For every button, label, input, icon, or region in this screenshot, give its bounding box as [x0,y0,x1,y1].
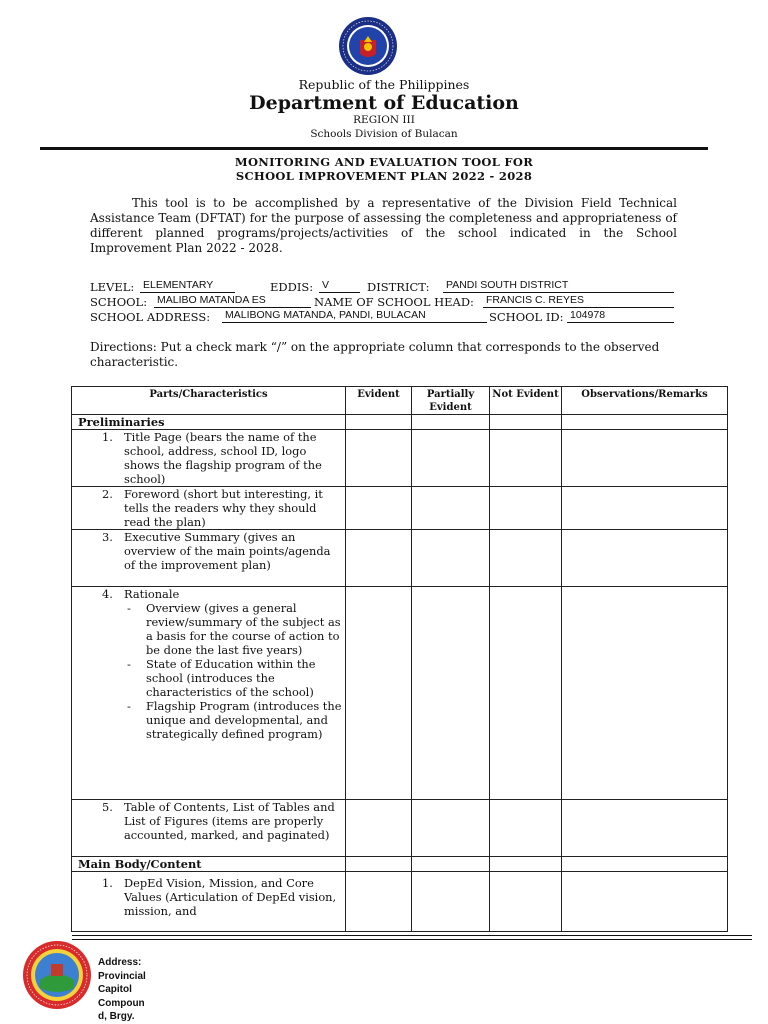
item-text: Table of Contents, List of Tables and List of Figures (items are properly accounted, marked, and paginated) [124,800,335,842]
level-value: ELEMENTARY [140,279,235,293]
address-line: Capitol [98,984,132,995]
division-line: Schools Division of Bulacan [310,128,458,140]
check-cell-partial[interactable] [412,872,490,932]
deped-seal-logo [338,16,398,76]
check-cell-not-evident[interactable] [490,415,562,430]
sub-item: - Overview (gives a general review/summary of the subject as a basis for the course of action to be done the last five years) [127,601,341,657]
school-id-value: 104978 [567,309,674,323]
check-cell-evident[interactable] [346,430,412,487]
region-line: REGION III [353,114,415,126]
section-title: Main Body/Content [72,857,346,872]
district-label: DISTRICT: [367,280,430,294]
address-line: d, Brgy. [98,1011,135,1022]
school-id-label: SCHOOL ID: [489,310,564,324]
check-cell-partial[interactable] [412,530,490,587]
item-text: DepEd Vision, Mission, and Core Values (Articulation of DepEd vision, mission, and [124,876,337,918]
sub-list [124,601,345,741]
check-cell-partial[interactable] [412,487,490,530]
republic-line: Republic of the Philippines [298,77,470,92]
school-head-label: NAME OF SCHOOL HEAD: [314,295,474,309]
directions-text: Directions: Put a check mark “/” on the appropriate column that corresponds to the observed characteristic. [90,340,660,369]
level-label: LEVEL: [90,280,135,294]
intro-paragraph: This tool is to be accomplished by a representative of the Division Field Technical Assistance Team (DFTAT) for the purpose of assessing the completeness and appropriateness of different planned programs/projects/activities of the school indicated in the School Improvement Plan 2022 - 2028. [90,196,677,255]
department-name: Department of Education [249,92,519,114]
school-value: MALIBO MATANDA ES [154,294,311,308]
table-row [72,530,728,587]
section-title: Preliminaries [72,415,346,430]
address-line: Compoun [98,997,145,1009]
eddis-label: EDDIS: [270,280,314,294]
evaluation-table [71,386,728,932]
check-cell-partial[interactable] [412,587,490,800]
remarks-cell[interactable] [562,857,728,872]
check-cell-evident[interactable] [346,587,412,800]
remarks-cell[interactable] [562,530,728,587]
check-cell-not-evident[interactable] [490,487,562,530]
item-number: 1. [102,430,113,444]
sub-item: - Flagship Program (introduces the unique and developmental, and strategically defined program) [127,699,342,741]
table-header-row [72,387,728,415]
item-number: 5. [102,800,113,814]
check-cell-evident[interactable] [346,415,412,430]
remarks-cell[interactable] [562,800,728,857]
division-seal-logo [22,940,92,1010]
eddis-value: V [319,279,360,293]
check-cell-not-evident[interactable] [490,587,562,800]
footer-address [98,956,158,1024]
table-row [72,800,728,857]
school-head-value: FRANCIS C. REYES [483,294,674,308]
check-cell-partial[interactable] [412,415,490,430]
address-label: Address: [98,957,142,968]
header-remarks: Observations/Remarks [562,387,728,415]
check-cell-evident[interactable] [346,530,412,587]
table-row [72,587,728,800]
check-cell-partial[interactable] [412,800,490,857]
item-text: Title Page (bears the name of the school, address, school ID, logo shows the flagship program of the school) [124,430,322,486]
item-number: 2. [102,487,113,501]
item-text: Foreword (short but interesting, it tells the readers why they should read the plan) [124,487,323,529]
item-text: Executive Summary (gives an overview of the main points/agenda of the improvement plan) [124,530,331,572]
check-cell-evident[interactable] [346,857,412,872]
remarks-cell[interactable] [562,415,728,430]
address-line: Provincial [98,970,146,982]
check-cell-evident[interactable] [346,872,412,932]
section-row [72,415,728,430]
table-row [72,872,728,932]
school-address-value: MALIBONG MATANDA, PANDI, BULACAN [222,309,487,323]
check-cell-not-evident[interactable] [490,800,562,857]
check-cell-partial[interactable] [412,430,490,487]
remarks-cell[interactable] [562,487,728,530]
check-cell-not-evident[interactable] [490,857,562,872]
item-text: Rationale [124,587,180,601]
school-label: SCHOOL: [90,295,148,309]
check-cell-partial[interactable] [412,857,490,872]
check-cell-not-evident[interactable] [490,430,562,487]
sub-item: - State of Education within the school (introduces the characteristics of the school) [127,657,316,699]
item-number: 4. [102,587,113,601]
header-evident: Evident [346,387,412,415]
check-cell-evident[interactable] [346,800,412,857]
header-divider [40,147,708,150]
remarks-cell[interactable] [562,872,728,932]
item-number: 3. [102,530,113,544]
section-row [72,857,728,872]
doc-title-line1: MONITORING AND EVALUATION TOOL FOR [234,155,534,169]
footer-divider [72,935,752,936]
remarks-cell[interactable] [562,587,728,800]
school-address-label: SCHOOL ADDRESS: [90,310,211,324]
footer-divider [72,939,752,940]
district-value: PANDI SOUTH DISTRICT [443,279,674,293]
doc-title-line2: SCHOOL IMPROVEMENT PLAN 2022 - 2028 [235,169,533,183]
item-number: 1. [102,876,113,890]
table-row [72,430,728,487]
header-not-evident: Not Evident [490,387,562,415]
header-parts: Parts/Characteristics [72,387,346,415]
table-row [72,487,728,530]
check-cell-not-evident[interactable] [490,530,562,587]
check-cell-not-evident[interactable] [490,872,562,932]
remarks-cell[interactable] [562,430,728,487]
header-partially-evident: Partially Evident [412,387,490,415]
check-cell-evident[interactable] [346,487,412,530]
